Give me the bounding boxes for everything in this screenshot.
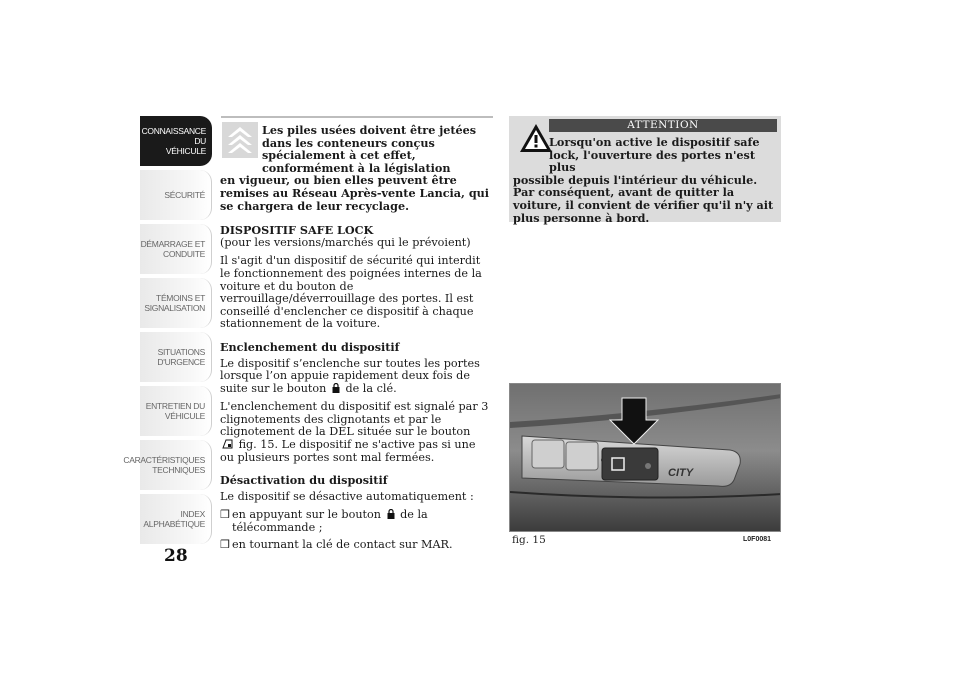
figure-key-switch-panel (509, 383, 781, 532)
engage-text-c: L'enclenchement du dispositif est signalé par 3 clignotements des clignotants et par le clignotement de la DEL située sur le bouton (220, 400, 489, 439)
engage-paragraph-1 (220, 358, 492, 396)
engage-title: Enclenchement du dispositif (220, 339, 400, 354)
tab-securite[interactable] (140, 170, 212, 220)
bullet-text-b: de la télécommande ; (232, 508, 428, 535)
chapter-tabs (123, 116, 212, 548)
tab-label: ENTRETIEN DU VÉHICULE (145, 401, 205, 421)
tab-entretien-du-vehicule[interactable] (140, 386, 212, 436)
section-title: DISPOSITIF SAFE LOCK (220, 223, 374, 238)
warning-header: ATTENTION (549, 119, 777, 132)
disengage-intro: Le dispositif se désactive automatiquement : (220, 489, 474, 503)
switch-panel-illustration (510, 384, 781, 532)
tab-label: INDEX ALPHABÉTIQUE (143, 509, 205, 529)
environment-icon (222, 122, 258, 158)
tab-label: CARACTÉRISTIQUES TECHNIQUES (123, 455, 205, 475)
tab-caracteristiques-techniques[interactable] (123, 440, 212, 490)
engage-text-d: fig. 15. Le dispositif ne s'active pas si une ou plusieurs portes sont mal fermées. (220, 438, 476, 464)
intro-paragraph: Il s'agit d'un dispositif de sécurité qui interdit le fonctionnement des poignées internes de la voiture et du bouton de verrouillage/déverrouillage des portes. Il est conseillé d'enclencher ce dispositif à chaque stationnement de la voiture. (220, 254, 482, 331)
disengage-title: Désactivation du dispositif (220, 473, 388, 488)
figure-caption: fig. 15 (512, 534, 546, 546)
tab-label: DÉMARRAGE ET CONDUITE (140, 239, 205, 259)
main-column (220, 118, 492, 555)
warning-text-first: Lorsqu'on active le dispositif safe lock, l'ouverture des portes n'est plus (549, 135, 760, 175)
tab-situations-d-urgence[interactable] (140, 332, 212, 382)
tab-connaissance-du-vehicule[interactable] (140, 116, 212, 166)
figure-code: L0F0081 (743, 536, 772, 543)
padlock-icon (387, 509, 395, 519)
environment-note (220, 118, 492, 212)
warning-text (513, 136, 775, 224)
tab-demarrage-et-conduite[interactable] (140, 224, 212, 274)
tab-label: TÉMOINS ET SIGNALISATION (144, 293, 205, 313)
engage-text-a: Le dispositif s’enclenche sur toutes les portes lorsque l’on appuie rapidement deux fois de suite sur le bouton (220, 356, 480, 395)
bullet-text-a: en appuyant sur le bouton (232, 508, 381, 522)
bullet-icon: ❒ (220, 537, 231, 551)
city-label: CITY (668, 467, 694, 479)
section-subtitle: (pour les versions/marchés qui le prévoient) (220, 235, 471, 249)
list-item (220, 539, 492, 552)
tab-temoins-et-signalisation[interactable] (140, 278, 212, 328)
tab-label: SÉCURITÉ (164, 190, 205, 200)
engage-paragraph-2 (220, 401, 492, 464)
padlock-icon (332, 383, 340, 393)
bullet-icon: ❒ (220, 508, 231, 522)
tab-label: CONNAISSANCE DU VÉHICULE (141, 126, 206, 156)
tab-index-alphabetique[interactable] (140, 494, 212, 544)
warning-text-rest: possible depuis l'intérieur du véhicule. Par conséquent, avant de quitter la voiture, il convient de vérifier qu'il n'y ait plus personne à bord. (513, 172, 774, 225)
door-lock-icon (222, 439, 233, 449)
bullet-text: en tournant la clé de contact sur MAR. (232, 537, 453, 551)
tab-label: SITUATIONS D'URGENCE (157, 347, 205, 367)
list-item (220, 509, 492, 534)
environment-note-first: Les piles usées doivent être jetées dans les conteneurs conçus spécialement à cet effet, conformément à la législation (262, 123, 477, 175)
page-number: 28 (164, 546, 188, 566)
environment-note-rest: en vigueur, ou bien elles peuvent être remises au Réseau Après-vente Lancia, qui se chargera de leur recyclage. (220, 173, 490, 213)
engage-text-b: de la clé. (345, 381, 397, 395)
